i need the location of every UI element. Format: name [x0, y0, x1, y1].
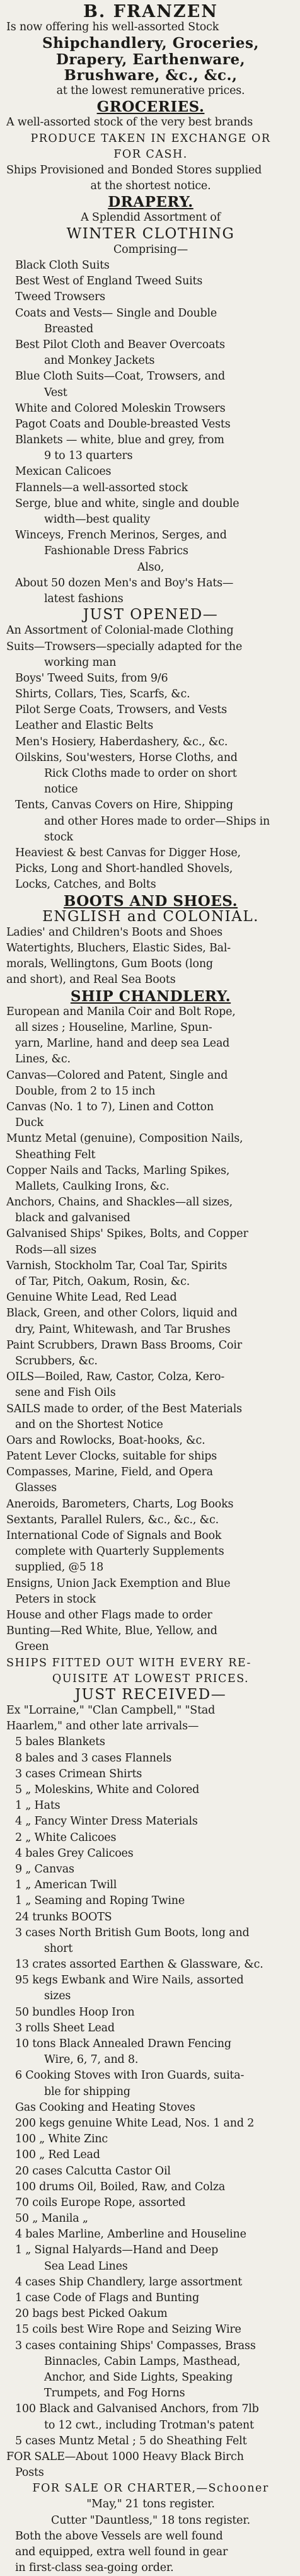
ad-line: FOR SALE—About 1000 Heavy Black Birch [6, 2450, 244, 2463]
ad-line: 9 to 13 quarters [44, 450, 133, 463]
ad-line: and short), and Real Sea Boots [6, 973, 176, 987]
ad-line: ENGLISH and COLONIAL. [42, 908, 259, 925]
ad-line: Muntz Metal (genuine), Composition Nails, [6, 1132, 243, 1146]
ad-line: supplied, @5 18 [15, 1561, 103, 1574]
ad-line: Is now offering his well-assorted Stock [6, 21, 219, 34]
ad-line: Tweed Trowsers [15, 291, 105, 304]
ad-line: 5 cases Muntz Metal ; 5 do Sheathing Felt [15, 2434, 247, 2447]
ad-line: morals, Wellingtons, Gum Boots (long [6, 958, 213, 971]
ad-line: 100 „ Red Lead [15, 2149, 100, 2162]
ad-line: Drapery, Earthenware, [55, 51, 246, 67]
ad-line: Pilot Serge Coats, Trowsers, and Vests [15, 704, 228, 717]
ad-line: 100 drums Oil, Boiled, Raw, and Colza [15, 2180, 226, 2193]
ad-line: A Splendid Assortment of [81, 211, 221, 224]
ad-line: Glasses [15, 1482, 57, 1495]
ad-line: and Monkey Jackets [44, 354, 155, 368]
ad-line: 13 crates assorted Earthen & Glassware, &c. [15, 1958, 263, 1971]
ad-line: About 50 dozen Men's and Boy's Hats— [15, 576, 234, 589]
ad-line: of Tar, Pitch, Oakum, Rosin, &c. [15, 1275, 190, 1288]
ad-line: Posts [15, 2466, 44, 2480]
ad-line: and other Hores made to order—Ships in [44, 815, 270, 828]
ad-line: 6 Cooking Stoves with Iron Guards, suita- [15, 2069, 245, 2082]
ad-line: Double, from 2 to 15 inch [15, 1084, 156, 1098]
ad-line: Rick Cloths made to order on short [44, 767, 237, 780]
ad-line: short [44, 1942, 73, 1955]
ad-line: 70 coils Europe Rope, assorted [15, 2196, 186, 2209]
ad-line: 24 trunks BOOTS [15, 1910, 112, 1923]
ad-line: OILS—Boiled, Raw, Castor, Colza, Kero- [6, 1371, 225, 1384]
ad-line: 20 cases Calcutta Castor Oil [15, 2164, 171, 2178]
ad-line: European and Manila Coir and Bolt Rope, [6, 1005, 236, 1018]
ad-line: Sheathing Felt [15, 1148, 96, 1161]
ad-line: 2 „ White Calicoes [15, 1831, 117, 1844]
ad-line: Binnacles, Cabin Lamps, Masthead, [44, 2355, 241, 2368]
ad-line: GROCERIES. [96, 99, 205, 115]
ad-line: An Assortment of Colonial-made Clothing [6, 624, 234, 637]
ad-line: Ships Provisioned and Bonded Stores supplied [6, 163, 262, 177]
ad-line: 3 cases containing Ships' Compasses, Brass [15, 2339, 256, 2352]
ad-line: Comprising— [113, 243, 188, 256]
ad-line: ble for shipping [44, 2085, 130, 2098]
ad-line: Tents, Canvas Covers on Hire, Shipping [15, 799, 233, 812]
ad-line: Wire, 6, 7, and 8. [44, 2053, 139, 2067]
ad-line: Scrubbers, &c. [15, 1354, 98, 1367]
ad-line: 200 kegs genuine White Lead, Nos. 1 and 2 [15, 2116, 255, 2130]
ad-line: 4 cases Ship Chandlery, large assortment [15, 2275, 243, 2289]
ad-line: 100 „ White Zinc [15, 2133, 108, 2146]
ad-line: Ensigns, Union Jack Exemption and Blue [6, 1577, 231, 1590]
ad-line: Varnish, Stockholm Tar, Coal Tar, Spirits [6, 1259, 228, 1272]
ad-line: Breasted [44, 322, 93, 335]
ad-line: Haarlem," and other late arrivals— [6, 1720, 199, 1733]
ad-line: Patent Lever Clocks, suitable for ships [6, 1450, 217, 1463]
ad-line: stock [44, 830, 73, 844]
ad-line: Best Pilot Cloth and Beaver Overcoats [15, 338, 225, 351]
ad-line: White and Colored Moleskin Trowsers [15, 402, 226, 415]
ad-line: Watertights, Bluchers, Elastic Sides, Bal- [6, 942, 231, 955]
ad-line: Boys' Tweed Suits, from 9/6 [15, 671, 168, 685]
ad-line: 3 rolls Sheet Lead [15, 2021, 115, 2034]
ad-line: 50 bundles Hoop Iron [15, 2005, 135, 2019]
ad-line: yarn, Marline, hand and deep sea Lead [15, 1037, 230, 1050]
ad-line: Vest [44, 386, 67, 399]
ad-line: Shipchandlery, Groceries, [42, 35, 259, 52]
ad-line: Paint Scrubbers, Drawn Bass Brooms, Coir [6, 1338, 242, 1352]
ad-line: 1 case Code of Flags and Bunting [15, 2292, 199, 2304]
ad-line: 4 „ Fancy Winter Dress Materials [15, 1815, 198, 1828]
ad-line: in first-class sea-going order. [15, 2561, 174, 2575]
ad-line: WINTER CLOTHING [66, 226, 235, 242]
ad-line: House and other Flags made to order [6, 1608, 212, 1622]
ad-line: Coats and Vests— Single and Double [15, 306, 217, 320]
ad-line: 1 „ Signal Halyards—Hand and Deep [15, 2244, 219, 2257]
ad-line: Ladies' and Children's Boots and Shoes [6, 925, 222, 939]
ad-line: and on the Shortest Notice [15, 1418, 163, 1431]
ad-line: 4 bales Grey Calicoes [15, 1847, 134, 1860]
ad-line: at the shortest notice. [90, 180, 211, 193]
ad-line: Also, [137, 560, 164, 574]
ad-line: Best West of England Tweed Suits [15, 275, 203, 288]
ad-line: SAILS made to order, of the Best Materials [6, 1402, 242, 1415]
ad-line: SHIPS FITTED OUT WITH EVERY RE- [6, 1656, 251, 1669]
ad-line: Compasses, Marine, Field, and Opera [6, 1466, 213, 1479]
ad-line: Men's Hosiery, Haberdashery, &c., &c. [15, 735, 228, 748]
ad-line: notice [44, 783, 78, 796]
ad-line: 15 coils best Wire Rope and Seizing Wire [15, 2323, 241, 2336]
ad-line: JUST OPENED— [83, 607, 219, 624]
ad-line: 1 „ Hats [15, 1799, 61, 1813]
ad-line: Aneroids, Barometers, Charts, Log Books [6, 1497, 234, 1511]
ad-line: Sea Lead Lines [44, 2260, 128, 2273]
ad-line: Black Cloth Suits [15, 259, 110, 272]
ad-line: latest fashions [44, 592, 124, 605]
ad-line: PRODUCE TAKEN IN EXCHANGE OR [30, 132, 271, 145]
ad-line: 3 cases North British Gum Boots, long and [15, 1926, 250, 1939]
ad-line: complete with Quarterly Supplements [15, 1545, 224, 1558]
ad-line: QUISITE AT LOWEST PRICES. [52, 1672, 250, 1685]
ad-line: Cutter "Dauntless," 18 tons register. [51, 2514, 250, 2527]
ad-line: Serge, blue and white, single and double [15, 497, 239, 510]
ad-line: 5 bales Blankets [15, 1736, 105, 1749]
ad-line: A well-assorted stock of the very best brands [6, 116, 253, 129]
ad-line: BOOTS AND SHOES. [63, 893, 238, 909]
ad-line: Sextants, Parallel Rulers, &c., &c., &c. [6, 1513, 219, 1526]
ad-line: Trumpets, and Fog Horns [44, 2387, 185, 2400]
ad-line: 1 „ American Twill [15, 1879, 117, 1892]
ad-line: 100 Black and Galvanised Anchors, from 7lb [15, 2403, 259, 2416]
ad-line: black and galvanised [15, 1212, 130, 1225]
ad-line: to 12 cwt., including Trotman's patent [44, 2418, 254, 2432]
ad-line: Blue Cloth Suits—Coat, Trowsers, and [15, 370, 225, 383]
ad-line: 20 bags best Picked Oakum [15, 2307, 168, 2321]
ad-line: B. FRANZEN [83, 4, 218, 20]
ad-line: Leather and Elastic Belts [15, 719, 154, 733]
ad-line: Flannels—a well-assorted stock [15, 481, 188, 494]
ad-line: Canvas—Colored and Patent, Single and [6, 1069, 228, 1082]
ad-line: Lines, &c. [15, 1053, 71, 1066]
ad-line: Peters in stock [15, 1593, 96, 1606]
ad-line: sene and Fish Oils [15, 1386, 116, 1400]
ad-line: Mexican Calicoes [15, 465, 112, 479]
ad-line: DRAPERY. [108, 194, 193, 211]
ad-line: Heaviest & best Canvas for Digger Hose, [15, 846, 241, 859]
ad-line: Black, Green, and other Colors, liquid and [6, 1307, 238, 1320]
ad-line: Fashionable Dress Fabrics [44, 545, 188, 558]
ad-line: Genuine White Lead, Red Lead [6, 1291, 177, 1304]
ad-line: Blankets — white, blue and grey, from [15, 434, 224, 447]
ad-line: Suits—Trowsers—specially adapted for the [6, 640, 243, 653]
ad-line: SHIP CHANDLERY. [70, 988, 231, 1004]
ad-line: Duck [15, 1117, 43, 1130]
ad-line: 50 „ Manila „ [15, 2212, 88, 2225]
ad-line: FOR SALE OR CHARTER,—Schooner [32, 2482, 269, 2495]
ad-line: 1 „ Seaming and Roping Twine [15, 1894, 185, 1908]
ad-line: Galvanised Ships' Spikes, Bolts, and Copper [6, 1227, 248, 1241]
ad-line: Copper Nails and Tacks, Marling Spikes, [6, 1164, 230, 1177]
ad-line: Shirts, Collars, Ties, Scarfs, &c. [15, 688, 190, 701]
ad-line: Locks, Catches, and Bolts [15, 878, 156, 891]
ad-line: 9 „ Canvas [15, 1862, 74, 1876]
ad-line: Mallets, Caulking Irons, &c. [15, 1180, 170, 1193]
ad-line: "May," 21 tons register. [86, 2498, 215, 2511]
ad-line: Pagot Coats and Double-breasted Vests [15, 417, 231, 431]
ad-line: Brushware, &c., &c., [64, 67, 238, 83]
ad-line: JUST RECEIVED— [74, 1686, 227, 1703]
ad-line: sizes [44, 1990, 71, 2003]
ad-line: working man [44, 656, 117, 669]
ad-line: 3 cases Crimean Shirts [15, 1767, 142, 1780]
ad-line: 4 bales Marline, Amberline and Houseline [15, 2228, 246, 2241]
ad-line: 8 bales and 3 cases Flannels [15, 1751, 172, 1765]
ad-line: Gas Cooking and Heating Stoves [15, 2101, 195, 2114]
ad-line: Green [15, 1640, 49, 1654]
ad-line: all sizes ; Houseline, Marline, Spun- [15, 1021, 212, 1034]
ad-line: Anchors, Chains, and Shackles—all sizes, [6, 1196, 233, 1209]
ad-line: dry, Paint, Whitewash, and Tar Brushes [15, 1323, 231, 1336]
ad-line: Oars and Rowlocks, Boat-hooks, &c. [6, 1434, 205, 1447]
ad-line: and equipped, extra well found in gear [15, 2546, 228, 2558]
ad-line: 95 kegs Ewbank and Wire Nails, assorted [15, 1974, 244, 1987]
ad-line: Oilskins, Sou'westers, Horse Cloths, and [15, 751, 238, 764]
ad-line: FOR CASH. [113, 148, 188, 161]
ad-line: 10 tons Black Annealed Drawn Fencing [15, 2038, 231, 2050]
ad-line: width—best quality [44, 513, 151, 526]
ad-line: Anchor, and Side Lights, Speaking [44, 2370, 233, 2384]
ad-line: Rods—all sizes [15, 1243, 96, 1256]
ad-line: Ex "Lorraine," "Clan Campbell," "Stad [6, 1704, 216, 1717]
ad-line: at the lowest remunerative prices. [56, 84, 245, 97]
ad-line: International Code of Signals and Book [6, 1529, 222, 1542]
ad-line: Bunting—Red White, Blue, Yellow, and [6, 1625, 217, 1638]
ad-line: 5 „ Moleskins, White and Colored [15, 1784, 200, 1796]
ad-line: Canvas (No. 1 to 7), Linen and Cotton [6, 1100, 214, 1113]
ad-line: Picks, Long and Short-handled Shovels, [15, 862, 233, 876]
ad-line: Winceys, French Merinos, Serges, and [15, 529, 227, 542]
ad-line: Both the above Vessels are well found [15, 2529, 223, 2543]
